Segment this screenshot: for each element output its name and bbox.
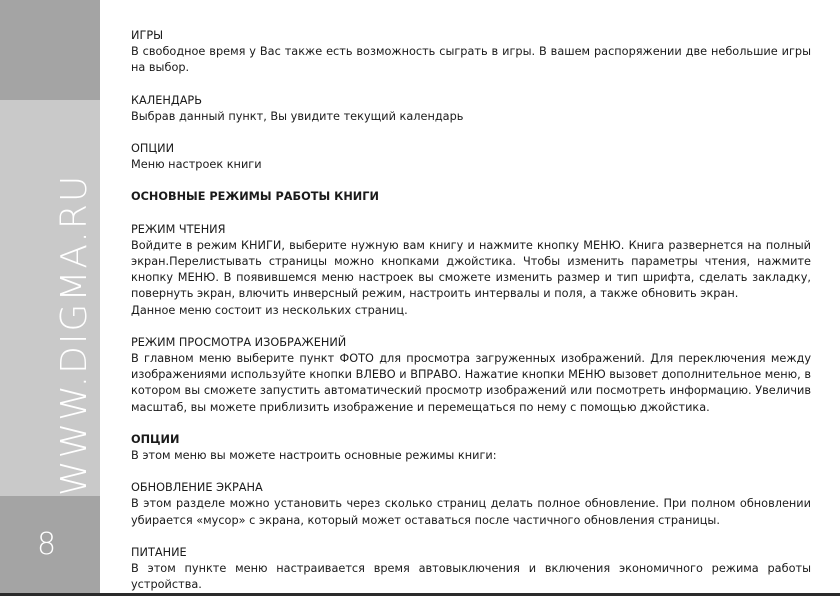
sidebar-top-block [0,0,100,100]
page-number: 8 [37,527,57,562]
section [131,189,811,205]
section [131,335,811,416]
section-paragraph: В этом разделе можно установить через сколько страниц делать полное обновление. При полном обновлении убирается «мусор» с экрана, который может оставаться после частичного обновления страницы. [131,497,811,527]
sidebar [0,0,100,596]
section-heading: ОПЦИИ [131,432,180,446]
section-paragraph: В свободное время у Вас также есть возможность сыграть в игры. В вашем распоряжении две небольшие игры на выбор. [131,45,811,75]
section [131,432,811,464]
section-heading: ОПЦИИ [131,142,175,156]
section-paragraph: В главном меню выберите пункт ФОТО для просмотра загруженных изображений. Для переключения между изображениями используйте кнопки ВЛЕВО и ВПРАВО. Нажатие кнопки МЕНЮ вызовет дополнительное меню, в котором вы сможете запустить автоматический просмотр изображений или посмотреть информацию. Увеличив масштаб, вы можете приблизить изображение и перемещаться по нему с помощью джойстика. [131,352,811,414]
section-heading: ИГРЫ [131,29,164,42]
section [131,222,811,319]
section-paragraph: Данное меню состоит из нескольких страниц. [131,303,408,317]
section-paragraph: Выбрав данный пункт, Вы увидите текущий календарь [131,109,464,123]
section-paragraph: В этом меню вы можете настроить основные режимы книги: [131,449,497,463]
section-paragraph: Войдите в режим КНИГИ, выберите нужную вам книгу и нажмите кнопку МЕНЮ. Книга развернется на полный экран.Перелистывать страницы можно кнопками джойстика. Чтобы изменить параметры чтения, нажмите кнопку МЕНЮ. В появившемся меню настроек вы сможете изменить размер и тип шрифта, сделать закладку, повернуть экран, влючить инверсный режим, настроить интервалы и поля, а также обновить экран. [131,238,811,301]
section-paragraph: В этом пункте меню настраивается время автовыключения и включения экономичного режима работы устройства. [131,562,811,592]
section-paragraph: Меню настроек книги [131,158,262,172]
section-heading: КАЛЕНДАРЬ [131,93,202,107]
section [131,93,811,125]
section-heading: РЕЖИМ ПРОСМОТРА ИЗОБРАЖЕНИЙ [131,335,347,349]
section [131,545,811,594]
section [131,141,811,173]
section-heading: ОСНОВНЫЕ РЕЖИМЫ РАБОТЫ КНИГИ [131,190,379,204]
section [131,480,811,529]
website-url: WWW.DIGMA.RU [54,173,95,496]
section [131,28,811,77]
document-body [131,28,811,593]
section-heading: ПИТАНИЕ [131,545,187,559]
section-heading: ОБНОВЛЕНИЕ ЭКРАНА [131,481,263,495]
section-heading: РЕЖИМ ЧТЕНИЯ [131,222,226,236]
